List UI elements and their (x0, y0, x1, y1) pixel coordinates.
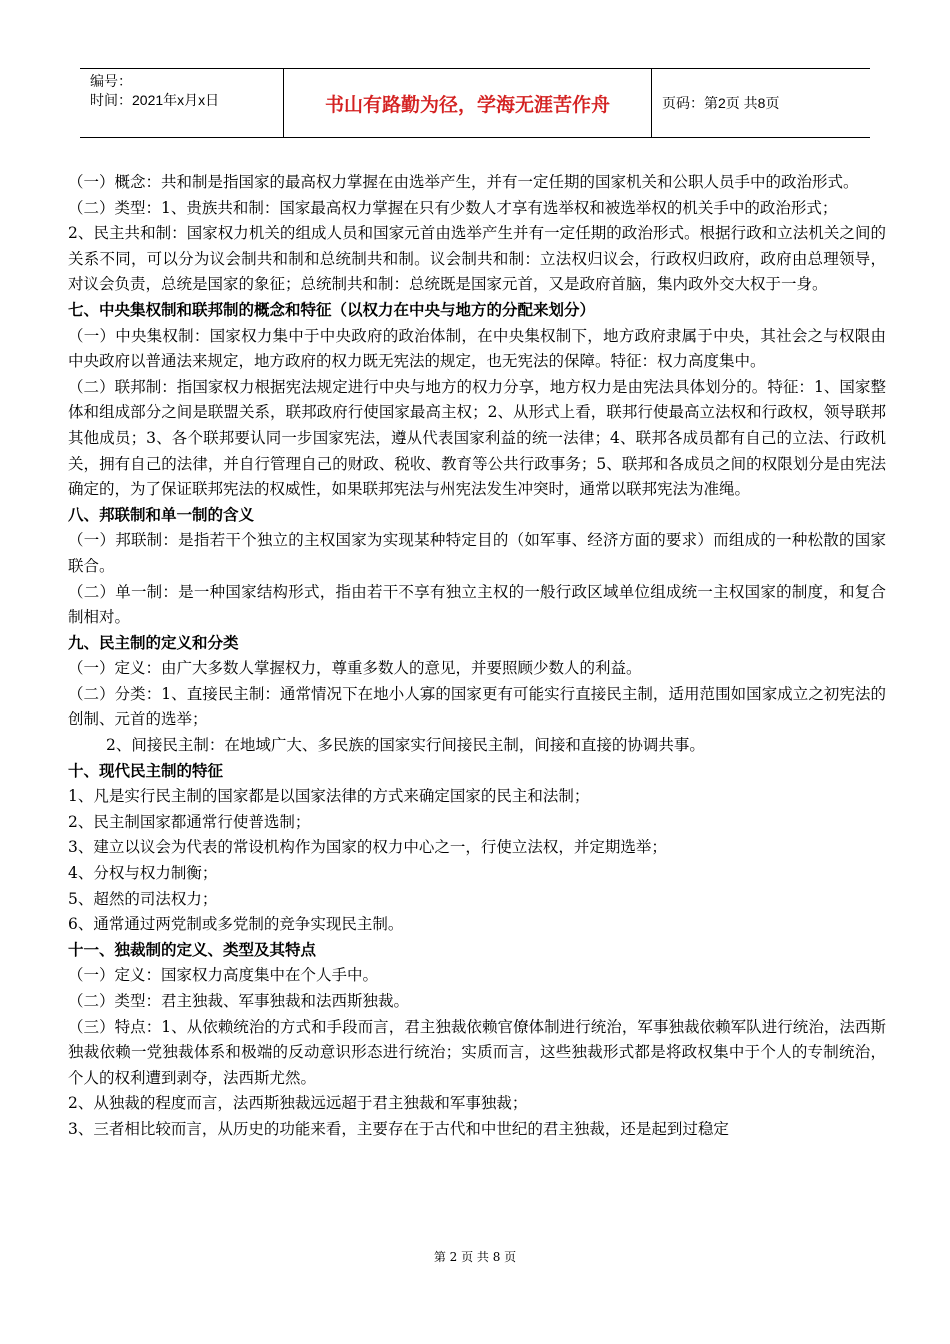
header-page-info: 页码：第2页 共8页 (662, 95, 780, 111)
section-heading: 九、民主制的定义和分类 (68, 633, 239, 652)
date-label: 时间：2021年x月x日 (90, 92, 220, 108)
header-motto: 书山有路勤为径，学海无涯苦作舟 (284, 69, 652, 137)
paragraph: 1、凡是实行民主制的国家都是以国家法律的方式来确定国家的民主和法制； (68, 787, 590, 806)
paragraph: 5、超然的司法权力； (68, 889, 218, 908)
paragraph: （一）定义：国家权力高度集中在个人手中。 (68, 966, 379, 985)
paragraph: （二）类型：1、贵族共和制：国家最高权力掌握在只有少数人才享有选举权和被选举权的机关手中的政治形式； (68, 198, 838, 217)
paragraph: 4、分权与权力制衡； (68, 864, 218, 883)
section-heading: 八、邦联制和单一制的含义 (68, 505, 255, 524)
paragraph: （二）分类：1、直接民主制：通常情况下在地小人寡的国家更有可能实行直接民主制，适用范围如国家成立之初宪法的创制、元首的选举； (68, 684, 886, 729)
section-heading: 七、中央集权制和联邦制的概念和特征（以权力在中央与地方的分配来划分） (68, 300, 596, 319)
paragraph: （三）特点：1、从依赖统治的方式和手段而言，君主独裁依赖官僚体制进行统治，军事独裁依赖军队进行统治，法西斯独裁依赖一党独裁体系和极端的反动意识形态进行统治；实质而言，这些独裁形式都是将政权集中于个人的专制统治，个人的权利遭到剥夺，法西斯尤然。 (68, 1017, 886, 1087)
header-meta (80, 69, 284, 137)
page-header (80, 68, 870, 138)
paragraph: 2、民主共和制：国家权力机关的组成人员和国家元首由选举产生并有一定任期的政治形式。根据行政和立法机关之间的关系不同，可以分为议会制共和制和总统制共和制。议会制共和制：立法权归议会，行政权归政府，政府由总理领导，对议会负责，总统是国家的象征；总统制共和制：总统既是国家元首，又是政府首脑，集内政外交大权于一身。 (68, 224, 886, 294)
paragraph: （二）类型：君主独裁、军事独裁和法西斯独裁。 (68, 992, 410, 1010)
paragraph: （二）单一制：是一种国家结构形式，指由若干不享有独立主权的一般行政区域单位组成统一主权国家的制度，和复合制相对。 (68, 582, 886, 627)
paragraph: （二）联邦制：指国家权力根据宪法规定进行中央与地方的权力分享，地方权力是由宪法具体划分的。特征：1、国家整体和组成部分之间是联盟关系，联邦政府行使国家最高主权；2、从形式上看，联邦行使最高立法权和行政权，领导联邦其他成员；3、各个联邦要认同一步国家宪法，遵从代表国家利益的统一法律；4、联邦各成员都有自己的立法、行政机关，拥有自己的法律，并自行管理自己的财政、税收、教育等公共行政事务；5、联邦和各成员之间的权限划分是由宪法确定的，为了保证联邦宪法的权威性，如果联邦宪法与州宪法发生冲突时，通常以联邦宪法为准绳。 (68, 377, 886, 499)
document-body (68, 170, 886, 1143)
number-label: 编号： (90, 73, 132, 89)
paragraph: （一）概念：共和制是指国家的最高权力掌握在由选举产生，并有一定任期的国家机关和公职人员手中的政治形式。 (68, 173, 859, 191)
paragraph: 6、通常通过两党制或多党制的竞争实现民主制。 (68, 915, 404, 934)
paragraph: 2、间接民主制：在地域广大、多民族的国家实行间接民主制，间接和直接的协调共事。 (106, 736, 705, 755)
paragraph: 2、从独裁的程度而言，法西斯独裁远远超于君主独裁和军事独裁； (68, 1094, 528, 1113)
paragraph: 3、建立以议会为代表的常设机构作为国家的权力中心之一，行使立法权，并定期选举； (68, 838, 667, 857)
paragraph: 3、三者相比较而言，从历史的功能来看，主要存在于古代和中世纪的君主独裁，还是起到过稳定 (68, 1119, 729, 1138)
paragraph: （一）邦联制：是指若干个独立的主权国家为实现某种特定目的（如军事、经济方面的要求）而组成的一种松散的国家联合。 (68, 531, 886, 575)
section-heading: 十、现代民主制的特征 (68, 761, 224, 780)
page-footer: 第 2 页 共 8 页 (433, 1250, 517, 1264)
paragraph: 2、民主制国家都通常行使普选制； (68, 812, 311, 831)
section-heading: 十一、独裁制的定义、类型及其特点 (68, 940, 317, 959)
paragraph: （一）中央集权制：国家权力集中于中央政府的政治体制，在中央集权制下，地方政府隶属于中央，其社会之与权限由中央政府以普通法来规定，地方政府的权力既无宪法的规定，也无宪法的保障。特征：权力高度集中。 (68, 326, 886, 371)
paragraph: （一）定义：由广大多数人掌握权力，尊重多数人的意见，并要照顾少数人的利益。 (68, 659, 642, 678)
